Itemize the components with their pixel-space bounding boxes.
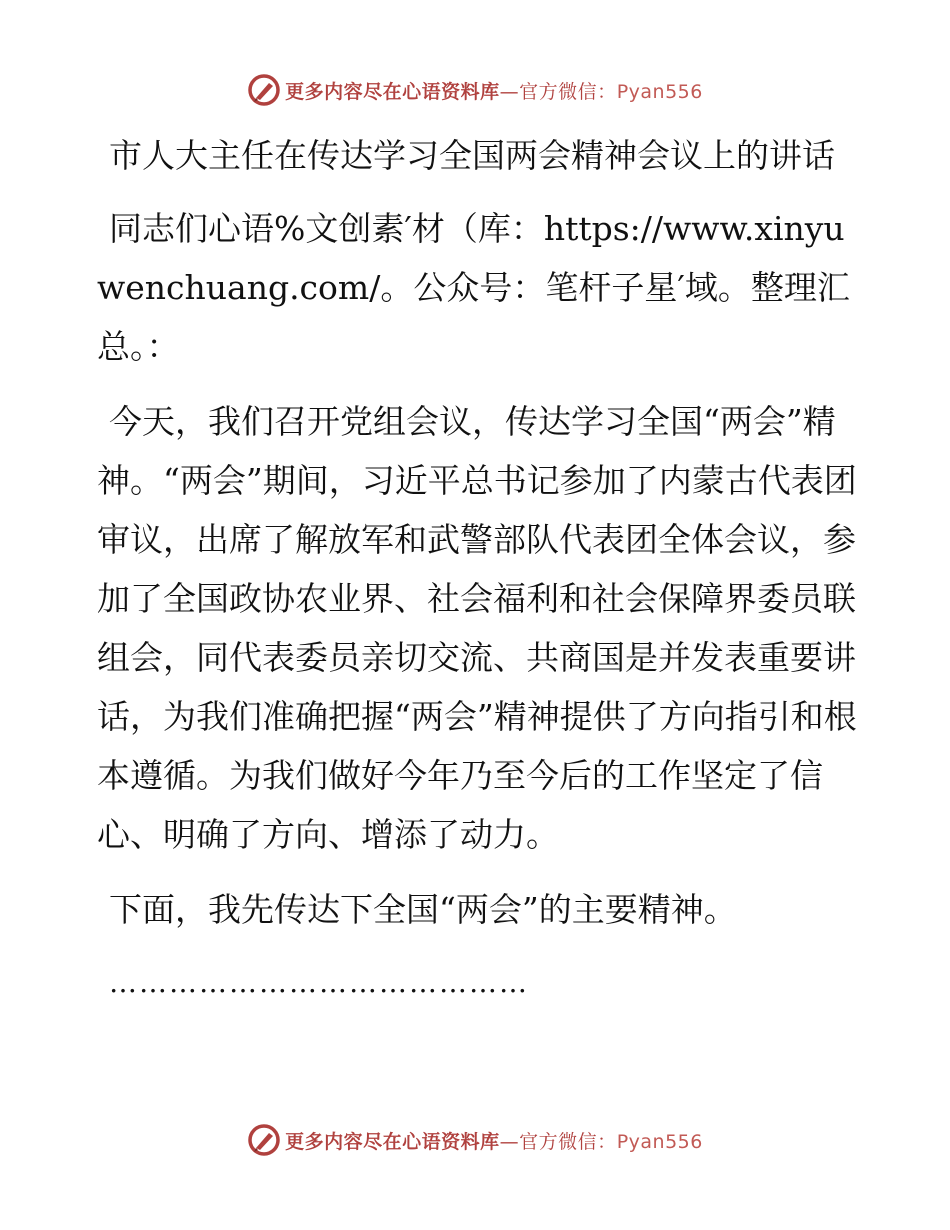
banner-official-label: 官方微信：	[519, 1130, 617, 1153]
pen-logo-icon	[247, 73, 281, 107]
document-title: 市人大主任在传达学习全国两会精神会议上的讲话	[109, 136, 835, 175]
document-body	[97, 126, 857, 1003]
pen-logo-icon	[247, 1123, 281, 1157]
banner-text	[285, 1127, 703, 1154]
greeting-paragraph: 同志们心语%文创素′材（库：https://www.xinyuwenchuang.com/。公众号：笔杆子星′域。整理汇总。：	[97, 209, 850, 366]
banner-wechat-id: Pyan556	[616, 1130, 703, 1153]
body-paragraph-2: 下面，我先传达下全国“两会”的主要精神。	[109, 890, 737, 929]
banner-text	[285, 77, 703, 104]
banner-main-text: 更多内容尽在心语资料库	[285, 80, 500, 103]
header-banner	[0, 70, 950, 110]
banner-official-label: 官方微信：	[519, 80, 617, 103]
banner-wechat-id: Pyan556	[616, 80, 703, 103]
banner-separator: —	[499, 80, 520, 103]
ellipsis-line: ……………………………………	[109, 966, 529, 999]
banner-main-text: 更多内容尽在心语资料库	[285, 1130, 500, 1153]
body-paragraph-1: 今天，我们召开党组会议，传达学习全国“两会”精神。“两会”期间，习近平总书记参加了内蒙古代表团审议，出席了解放军和武警部队代表团全体会议，参加了全国政协农业界、社会福利和社会保障界委员联组会，同代表委员亲切交流、共商国是并发表重要讲话，为我们准确把握“两会”精神提供了方向指引和根本遵循。为我们做好今年乃至今后的工作坚定了信心、明确了方向、增添了动力。	[97, 402, 857, 854]
footer-banner	[0, 1120, 950, 1160]
banner-separator: —	[499, 1130, 520, 1153]
